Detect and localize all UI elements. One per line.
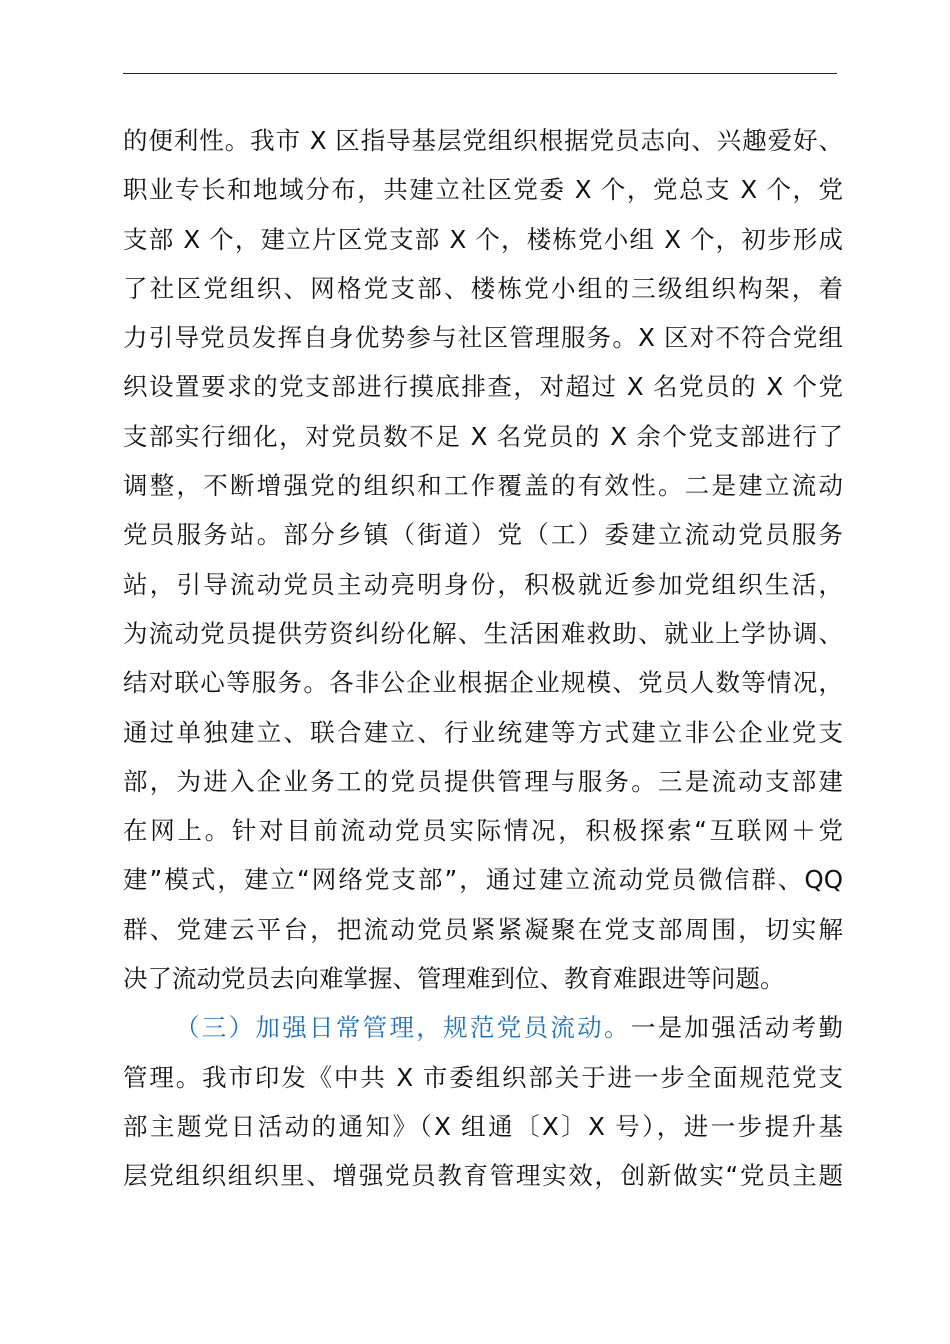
paragraph-line: 通过单独建立、联合建立、行业统建等方式建立非公企业党支 bbox=[123, 717, 843, 747]
paragraph-line: 建”模式，建立“网络党支部”，通过建立流动党员微信群、QQ bbox=[123, 865, 843, 895]
paragraph-line: 职业专长和地域分布，共建立社区党委 X 个，党总支 X 个，党 bbox=[123, 175, 843, 205]
section-line: 部主题党日活动的通知》（X 组通〔X〕X 号），进一步提升基 bbox=[123, 1111, 843, 1141]
paragraph-line: 调整，不断增强党的组织和工作覆盖的有效性。二是建立流动 bbox=[123, 471, 843, 501]
section-heading: （三）加强日常管理，规范党员流动。 bbox=[175, 1013, 631, 1043]
section-line: 管理。我市印发《中共 X 市委组织部关于进一步全面规范党支 bbox=[123, 1062, 843, 1092]
header-rule bbox=[123, 73, 837, 74]
paragraph-line: 力引导党员发挥自身优势参与社区管理服务。X 区对不符合党组 bbox=[123, 323, 843, 353]
paragraph-line: 支部 X 个，建立片区党支部 X 个，楼栋党小组 X 个，初步形成 bbox=[123, 224, 843, 254]
paragraph-line: 织设置要求的党支部进行摸底排查，对超过 X 名党员的 X 个党 bbox=[123, 372, 843, 402]
paragraph-line: 部，为进入企业务工的党员提供管理与服务。三是流动支部建 bbox=[123, 766, 843, 796]
paragraph-line: 站，引导流动党员主动亮明身份，积极就近参加党组织生活， bbox=[123, 569, 843, 599]
paragraph-line: 群、党建云平台，把流动党员紧紧凝聚在党支部周围，切实解 bbox=[123, 914, 843, 944]
paragraph-line: 结对联心等服务。各非公企业根据企业规模、党员人数等情况， bbox=[123, 668, 843, 698]
paragraph-line: 决了流动党员去向难掌握、管理难到位、教育难跟进等问题。 bbox=[123, 964, 785, 994]
section-first-line bbox=[123, 1003, 843, 1052]
section-line: 层党组织组织里、增强党员教育管理实效，创新做实“党员主题 bbox=[123, 1161, 843, 1191]
paragraph-line: 党员服务站。部分乡镇（街道）党（工）委建立流动党员服务 bbox=[123, 520, 843, 550]
paragraph-line: 支部实行细化，对党员数不足 X 名党员的 X 余个党支部进行了 bbox=[123, 421, 843, 451]
paragraph-line: 了社区党组织、网格党支部、楼栋党小组的三级组织构架，着 bbox=[123, 273, 843, 303]
paragraph-line: 的便利性。我市 X 区指导基层党组织根据党员志向、兴趣爱好、 bbox=[123, 126, 843, 155]
paragraph-line: 在网上。针对目前流动党员实际情况，积极探索“互联网＋党 bbox=[123, 816, 843, 846]
paragraph-line: 为流动党员提供劳资纠纷化解、生活困难救助、就业上学协调、 bbox=[123, 618, 843, 648]
section-first-line-text: 一是加强活动考勤 bbox=[630, 1013, 843, 1043]
document-body bbox=[123, 116, 843, 1201]
